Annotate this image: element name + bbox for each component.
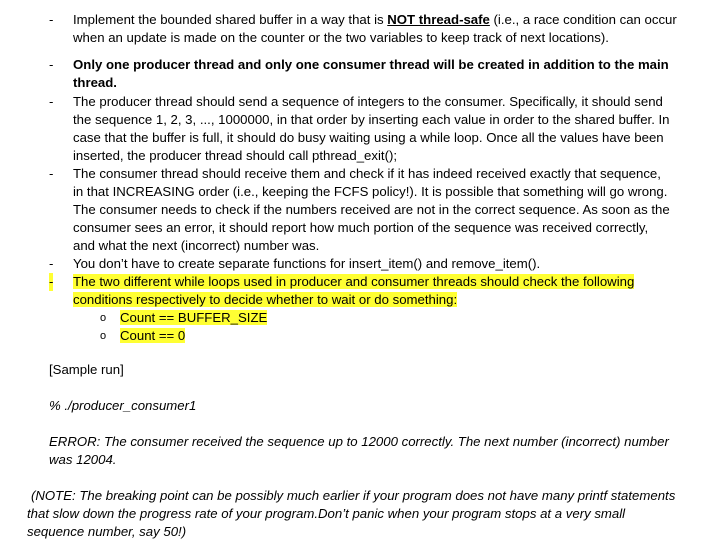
note-line: sequence number, say 50!) (27, 524, 187, 539)
command-line: % ./producer_consumer1 (49, 398, 197, 413)
bullet-dash: - (49, 12, 54, 27)
paragraph-line: The producer thread should send a sequence of integers to the consumer. Specifically, it should send (73, 94, 663, 109)
highlighted-text: Count == BUFFER_SIZE (120, 310, 268, 325)
circle-bullet-icon: o (100, 330, 107, 342)
bullet-dash: - (49, 94, 54, 109)
sample-run-label: [Sample run] (49, 362, 124, 377)
highlighted-text: Count == 0 (120, 328, 186, 343)
paragraph-line (73, 291, 457, 309)
circle-bullet-icon: o (100, 312, 107, 324)
error-line: was 12004. (49, 452, 117, 467)
error-line: ERROR: The consumer received the sequence up to 12000 correctly. The next number (incorrect) number (49, 434, 669, 449)
bullet-dash: - (49, 166, 54, 181)
paragraph-line: thread. (73, 75, 117, 90)
paragraph-line: Only one producer thread and only one consumer thread will be created in addition to the main (73, 57, 669, 72)
paragraph-line: You don’t have to create separate functions for insert_item() and remove_item(). (73, 256, 541, 271)
highlighted-text: The two different while loops used in producer and consumer threads should check the following (73, 274, 635, 289)
sub-bullet-item (120, 327, 185, 345)
bullet-dash: - (49, 274, 54, 289)
paragraph-line: The consumer thread should receive them and check if it has indeed received exactly that sequence, (73, 166, 661, 181)
paragraph-line: consumer sees an error, it should report how much portion of the sequence was received correctly, (73, 220, 649, 235)
bullet-dash: - (49, 256, 54, 271)
sub-bullet-item (120, 309, 267, 327)
bullet-dash: - (49, 57, 54, 72)
note-line: (NOTE: The breaking point can be possibly much earlier if your program does not have many printf statements (31, 488, 676, 503)
highlighted-text: conditions respectively to decide whether to wait or do something: (73, 292, 458, 307)
paragraph-line: the sequence 1, 2, 3, ..., 1000000, in that order by inserting each value in order to the shared buffer. In (73, 112, 670, 127)
paragraph-line: when an update is made on the counter or the two variables to keep track of next locations). (73, 30, 609, 45)
note-line: that slow down the progress rate of your program.Don’t panic when your program stops at a very small (27, 506, 626, 521)
paragraph-line: Implement the bounded shared buffer in a way that is NOT thread-safe (i.e., a race condition can occur (73, 12, 677, 27)
paragraph-line: in that INCREASING order (i.e., keeping the FCFS policy!). It is possible that something will go wrong. (73, 184, 668, 199)
paragraph-line: case that the buffer is full, it should do busy waiting using a while loop. Once all the values have been (73, 130, 664, 145)
paragraph-line (73, 273, 634, 291)
not-thread-safe-emphasis: NOT thread-safe (387, 12, 490, 27)
paragraph-line: The consumer needs to check if the numbers received are not in the correct sequence. As soon as the (73, 202, 670, 217)
paragraph-line: and what the next (incorrect) number was. (73, 238, 320, 253)
paragraph-line: inserted, the producer thread should call pthread_exit(); (73, 148, 398, 163)
